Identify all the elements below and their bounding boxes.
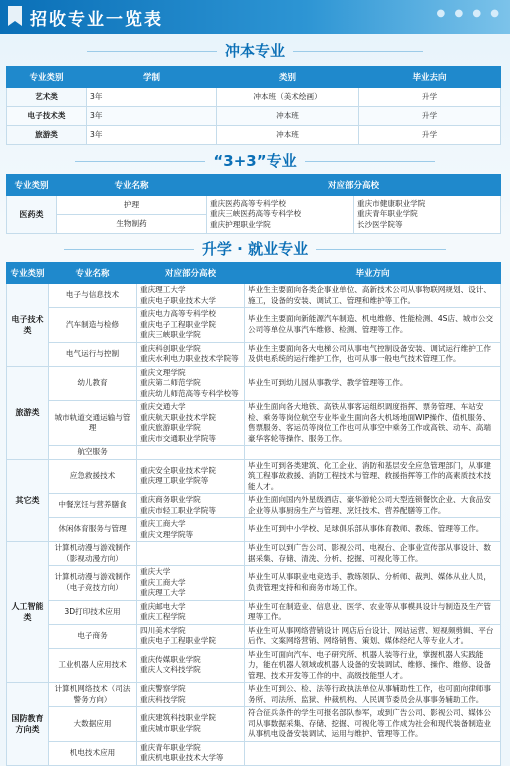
destination-cell: 升学	[359, 107, 501, 126]
direction-cell: 毕业生面向国内外星级酒店、豪华游轮公司大型连锁餐饮企业、大食品安企业等从事厨房生产与管理、烹饪技术、营养配膳等工作。	[245, 494, 501, 518]
table-header-row	[7, 263, 501, 284]
table-row	[7, 308, 501, 343]
section2-table	[6, 174, 501, 234]
colleges-cell: 重庆建筑科技职业学院 重庆城市职业学院	[137, 707, 245, 742]
direction-cell: 毕业生面向各大地铁、高铁从事客运组织调度指挥、票务管理、车站安检、乘务等岗位航空专业毕业生面向各大机场地面WIP操作、值机服务、售票服务、客运员等岗位工作也可从事空中乘务工作或高铁、动车、高端豪华客轮等操作、服务工作。	[245, 401, 501, 446]
col-header: 学制	[87, 67, 217, 88]
major-name-cell: 城市轨道交通运输与管理	[49, 401, 137, 446]
major-name-cell: 航空服务	[49, 446, 137, 460]
direction-cell: 毕业生可到幼儿园从事教学、教学管理等工作。	[245, 366, 501, 401]
category-cell: 医药类	[7, 196, 57, 234]
destination-cell: 升学	[359, 126, 501, 145]
colleges-cell: 重庆文理学院 重庆第二师范学院 重庆幼儿师范高等专科学校等	[137, 366, 245, 401]
col-header: 对应部分高校	[137, 263, 245, 284]
major-name-cell: 计算机动漫与游戏制作（电子竞技方向）	[49, 566, 137, 601]
colleges-right-cell: 重庆市健康职业学院 重庆青年职业学院 长沙医学院等	[354, 196, 501, 234]
direction-cell: 符合征兵条件的学生可报名部队参军，或到广告公司、影视公司、媒体公司从事数据采集、存储、挖掘、可视化等工作成为社会和现代装备制造业从事机电设备安装调试、运用与维护、管理等工作。	[245, 707, 501, 742]
type-cell: 冲本班	[217, 107, 359, 126]
category-cell: 其它类	[7, 459, 49, 542]
destination-cell: 升学	[359, 88, 501, 107]
table-row	[7, 196, 501, 215]
bookmark-icon	[8, 6, 22, 26]
decorative-dots-icon: ● ● ● ●	[436, 8, 502, 19]
type-cell: 冲本班（美术绘画）	[217, 88, 359, 107]
category-cell: 电子技术类	[7, 107, 87, 126]
section3-title: 升学 · 就业专业	[0, 238, 510, 259]
type-cell: 冲本班	[217, 126, 359, 145]
major-name-cell: 休闲体育服务与管理	[49, 518, 137, 542]
col-header: 毕业方向	[245, 263, 501, 284]
major-name-cell: 计算机动漫与游戏制作（影视动漫方向）	[49, 542, 137, 566]
direction-cell: 毕业生可到公、检、法等行政执法单位从事辅助性工作，也可面向律师事务所、司法所、监狱、仲裁机构、人民调节委员会从事事务辅助工作。	[245, 683, 501, 707]
colleges-cell: 重庆大学 重庆工商大学 重庆理工大学	[137, 566, 245, 601]
colleges-cell: 重庆传媒职业学院 重庆人文科技学院	[137, 648, 245, 683]
direction-cell: 毕业生可从事网络营销设计 网店后台设计、网站运营、短视频剪辑、平台后作、文案网络营销、网络销售、策划、媒体经纪人等专业人才。	[245, 624, 501, 648]
direction-cell: 毕业生可到中小学校、足球俱乐部从事体育教师、教练、管理等工作。	[245, 518, 501, 542]
table-row	[7, 126, 501, 145]
category-cell: 艺术类	[7, 88, 87, 107]
major-name-cell: 电子商务	[49, 624, 137, 648]
table-row	[7, 459, 501, 494]
col-header: 专业名称	[57, 175, 207, 196]
major-name-cell: 机电技术应用	[49, 741, 137, 765]
colleges-cell: 重庆安全职业技术学院 重庆理工职业学院等	[137, 459, 245, 494]
colleges-cell: 重庆科创职业学院 重庆水利电力职业技术学院等	[137, 342, 245, 366]
direction-cell: 毕业生主要面向各大电梯公司从事电气控制设备安装、调试运行维护工作及供电系统的运行维护工作，也可从事一般电气技术管理工作。	[245, 342, 501, 366]
page-title: 招收专业一览表	[30, 10, 163, 30]
direction-cell: 毕业生可从事职业电竞选手、教练领队、分析师、裁判、媒体从业人员，负责管理支持和和商务市场工作。	[245, 566, 501, 601]
table-row	[7, 707, 501, 742]
major-name-cell: 电气运行与控制	[49, 342, 137, 366]
direction-cell: 毕业生主要面向各类企事业单位、高新技术公司从事物联网规划、设计、施工，设备的安装、调试工、管理和维护等工作。	[245, 284, 501, 308]
table-row	[7, 446, 501, 460]
table-row	[7, 741, 501, 765]
colleges-cell: 重庆工商大学 重庆文理学院等	[137, 518, 245, 542]
colleges-left-cell: 重庆医药高等专科学校 重庆三峡医药高等专科学校 重庆护理职业学院	[207, 196, 354, 234]
colleges-cell	[137, 446, 245, 460]
colleges-cell: 重庆警察学院 重庆科技学院	[137, 683, 245, 707]
table-row	[7, 600, 501, 624]
major-name-cell: 汽车制造与检修	[49, 308, 137, 343]
major-name-cell: 幼儿教育	[49, 366, 137, 401]
table-row	[7, 624, 501, 648]
colleges-cell: 重庆理工大学 重庆电子职业技术大学	[137, 284, 245, 308]
table-row	[7, 401, 501, 446]
title-bar	[0, 0, 510, 34]
col-header: 专业名称	[49, 263, 137, 284]
major-name-cell: 中餐烹饪与营养膳食	[49, 494, 137, 518]
category-cell: 旅游类	[7, 366, 49, 459]
major-cell: 生物制药	[57, 215, 207, 234]
major-name-cell: 应急救援技术	[49, 459, 137, 494]
section1-title: 冲本专业	[0, 40, 510, 61]
direction-cell: 毕业生主要面向新能源汽车制造、机电维修、性能检测、4S店、城市公交公司等单位从事汽车维修、检测、管理等工作。	[245, 308, 501, 343]
section2-title: “3+3”专业	[0, 150, 510, 171]
direction-cell: 毕业生可到各类建筑、化工企业、消防和基层安全应急管理部门，从事建筑工程事故救援、消防工程技术与管理、救援指挥等工作的高素质技术技能人才。	[245, 459, 501, 494]
table-row	[7, 494, 501, 518]
section1-table	[6, 66, 501, 145]
major-name-cell: 计算机网络技术（司法警务方向）	[49, 683, 137, 707]
table-row	[7, 284, 501, 308]
major-name-cell: 电子与信息技术	[49, 284, 137, 308]
col-header: 专业类别	[7, 175, 57, 196]
major-name-cell: 3D打印技术应用	[49, 600, 137, 624]
col-header: 专业类别	[7, 67, 87, 88]
category-cell: 旅游类	[7, 126, 87, 145]
colleges-cell: 重庆青年职业学院 重庆机电职业技术大学等	[137, 741, 245, 765]
table-row	[7, 683, 501, 707]
colleges-cell: 重庆商务职业学院 重庆市轻工职业学院等	[137, 494, 245, 518]
duration-cell: 3年	[87, 88, 217, 107]
colleges-cell: 四川美术学院 重庆电子工程职业学院	[137, 624, 245, 648]
table-row	[7, 88, 501, 107]
table-row	[7, 648, 501, 683]
direction-cell	[245, 741, 501, 765]
colleges-cell: 重庆邮电大学 重庆工程学院	[137, 600, 245, 624]
col-header: 对应部分高校	[207, 175, 501, 196]
table-row	[7, 542, 501, 566]
section3-table	[6, 262, 501, 766]
direction-cell: 毕业生可面向汽车、电子研究所、机器人装等行业，掌握机器人实践能力，能在机器人领域或机器人设备的安装调试、维修、操作、维修、设备管理、技术开发等工作的中、高级技能型人才。	[245, 648, 501, 683]
colleges-cell	[137, 542, 245, 566]
col-header: 专业类别	[7, 263, 49, 284]
major-name-cell: 工业机器人应用技术	[49, 648, 137, 683]
table-row	[7, 566, 501, 601]
duration-cell: 3年	[87, 107, 217, 126]
table-row	[7, 107, 501, 126]
table-row	[7, 366, 501, 401]
major-cell: 护理	[57, 196, 207, 215]
category-cell: 国防教育方向类	[7, 683, 49, 766]
category-cell: 电子技术类	[7, 284, 49, 367]
direction-cell: 毕业生可在制造业、信息业、医学、农业等从事模具设计与制造及生产管理等工作。	[245, 600, 501, 624]
col-header: 毕业去向	[359, 67, 501, 88]
colleges-cell: 重庆交通大学 重庆航天职业技术学院 重庆旅游职业学院 重庆市交通职业学院等	[137, 401, 245, 446]
table-header-row	[7, 175, 501, 196]
table-row	[7, 342, 501, 366]
table-row	[7, 518, 501, 542]
direction-cell: 毕业生可以到广告公司、影视公司、电视台、企事业宣传部从事设计、数据采集、存储、清洗、分析、挖掘、可视化等工作。	[245, 542, 501, 566]
major-name-cell: 大数据应用	[49, 707, 137, 742]
duration-cell: 3年	[87, 126, 217, 145]
colleges-cell: 重庆电力高等专科学校 重庆电子工程职业学院 重庆三峡职业学院	[137, 308, 245, 343]
col-header: 类别	[217, 67, 359, 88]
category-cell: 人工智能类	[7, 542, 49, 683]
direction-cell	[245, 446, 501, 460]
table-header-row	[7, 67, 501, 88]
